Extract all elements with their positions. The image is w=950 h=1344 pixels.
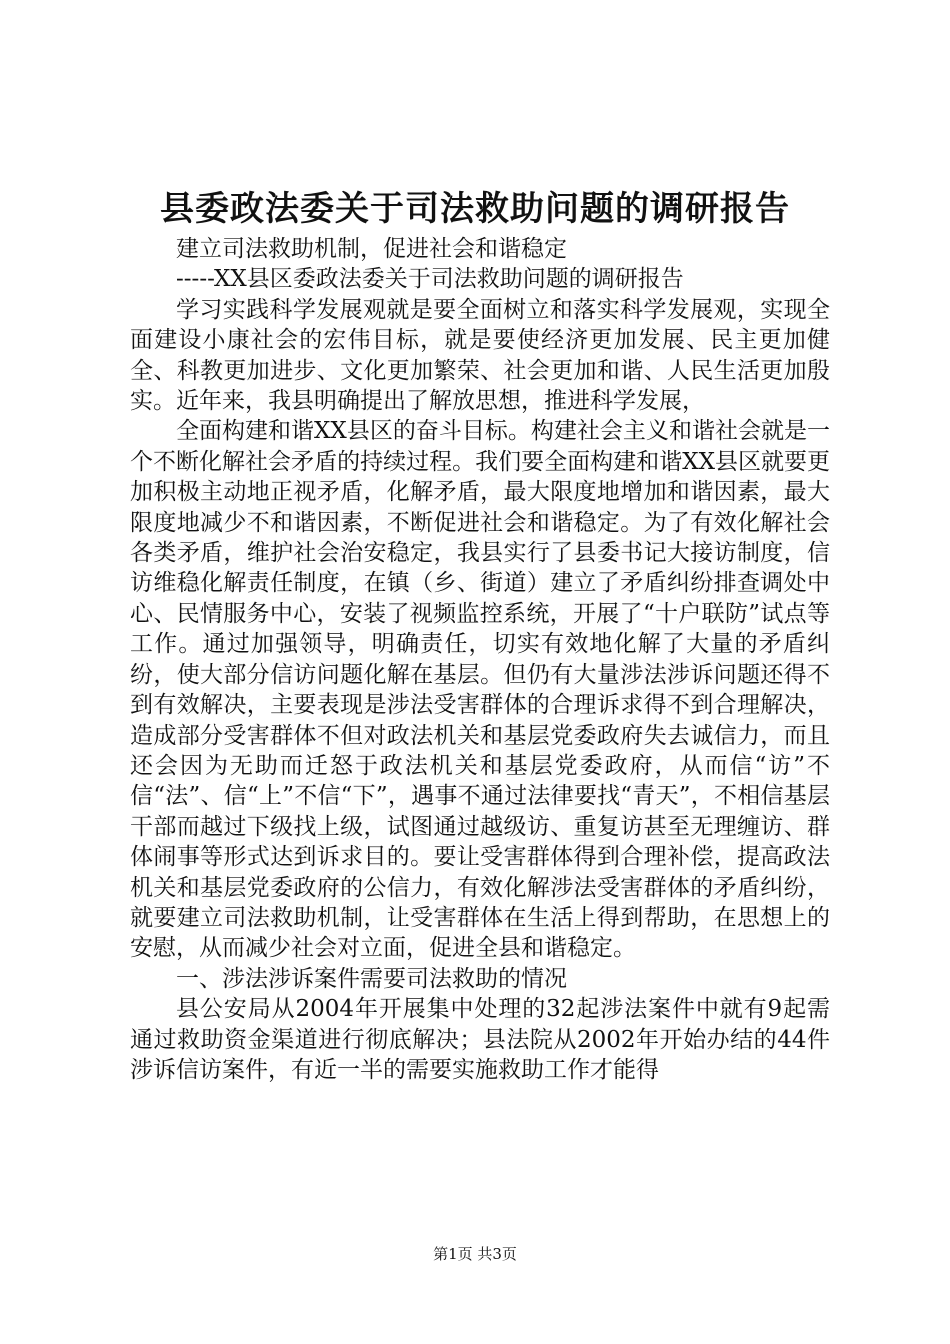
- paragraph: 全面构建和谐XX县区的奋斗目标。构建社会主义和谐社会就是一个不断化解社会矛盾的持续过程。我们要全面构建和谐XX县区就要更加积极主动地正视矛盾，化解矛盾，最大限度地增加和谐因素，最大限度地减少不和谐因素，不断促进社会和谐稳定。为了有效化解社会各类矛盾，维护社会治安稳定，我县实行了县委书记大接访制度，信访维稳化解责任制度，在镇（乡、街道）建立了矛盾纠纷排查调处中心、民情服务中心，安装了视频监控系统，开展了“十户联防”试点等工作。通过加强领导，明确责任，切实有效地化解了大量的矛盾纠纷，使大部分信访问题化解在基层。但仍有大量涉法涉诉问题还得不到有效解决，主要表现是涉法受害群体的合理诉求得不到合理解决，造成部分受害群体不但对政法机关和基层党委政府失去诚信力，而且还会因为无助而迁怒于政法机关和基层党委政府，从而信“访”不信“法”、信“上”不信“下”，遇事不通过法律要找“青天”，不相信基层干部而越过下级找上级，试图通过越级访、重复访甚至无理缠访、群体闹事等形式达到诉求目的。要让受害群体得到合理补偿，提高政法机关和基层党委政府的公信力，有效化解涉法受害群体的矛盾纠纷，就要建立司法救助机制，让受害群体在生活上得到帮助，在思想上的安慰，从而减少社会对立面，促进全县和谐稳定。: [130, 418, 830, 962]
- document-title: 县委政法委关于司法救助问题的调研报告: [160, 189, 790, 229]
- page-number: 第1页 共3页: [433, 1245, 517, 1263]
- paragraph: 学习实践科学发展观就是要全面树立和落实科学发展观，实现全面建设小康社会的宏伟目标，就是要使经济更加发展、民主更加健全、科教更加进步、文化更加繁荣、社会更加和谐、人民生活更加殷实。近年来，我县明确提出了解放思想，推进科学发展，: [130, 296, 830, 415]
- paragraph-subtitle-source: -----XX县区委政法委关于司法救助问题的调研报告: [176, 266, 684, 293]
- document-body: [130, 234, 830, 1085]
- paragraph: 县公安局从2004年开展集中处理的32起涉法案件中就有9起需通过救助资金渠道进行彻底解决；县法院从2002年开始办结的44件涉诉信访案件，有近一半的需要实施救助工作才能得: [130, 996, 830, 1083]
- paragraph-subtitle: 建立司法救助机制，促进社会和谐稳定: [176, 236, 567, 262]
- section-heading: 一、涉法涉诉案件需要司法救助的情况: [176, 965, 567, 992]
